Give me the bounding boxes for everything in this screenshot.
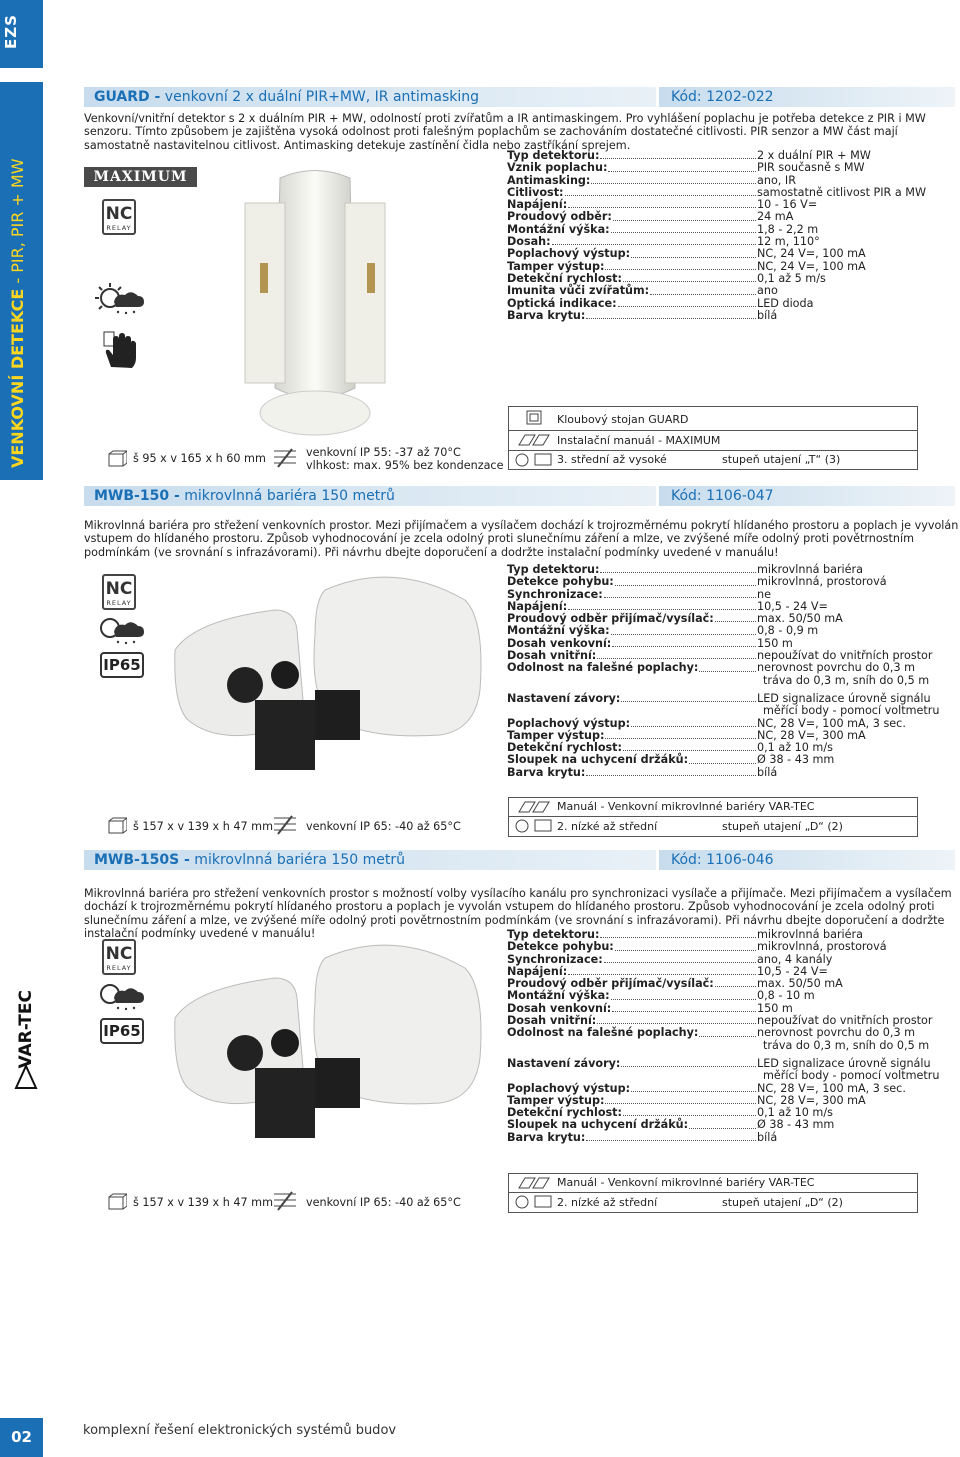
product-title-bar	[84, 850, 656, 870]
nc-relay-badge: NC RELAY	[102, 939, 136, 975]
nc-relay-badge: NC RELAY	[102, 199, 136, 235]
spec-row: Detekční rychlost: 0,1 až 5 m/s	[507, 271, 826, 285]
product-description: Mikrovlnná bariéra pro střežení venkovních prostor. Mezi přijímačem a vysílačem dochází k trojrozměrnému pokrytí hlídaného prostoru a poplach je vyvolán vstupem do hlídaného prostoru. Způsob vyhodnocování je zcela odolný proti slunečnímu záření a mlze, ve zvýšené míře odolný proti povětrnostním podmínkám (ve srovnání s infrazávorami). Při návrhu dbejte doporučení a dodržte instalační podmínky uvedené v manuálu!	[84, 519, 959, 559]
spec-row: Poplachový výstup: NC, 28 V=, 100 mA, 3 sec.	[507, 716, 906, 730]
spec-row: Barva krytu: bílá	[507, 308, 778, 322]
manual-label: Instalační manuál - MAXIMUM	[557, 434, 721, 447]
spec-row: Dosah vnitřní: nepoužívat do vnitřních prostor	[507, 1014, 933, 1028]
spec-row: Sloupek na uchycení držáků: Ø 38 - 43 mm	[507, 753, 835, 767]
spec-row: Odolnost na falešné poplachy: nerovnost povrchu do 0,3 m	[507, 1026, 916, 1040]
weather-icon	[94, 612, 146, 646]
certification-icon	[515, 819, 555, 833]
spec-row: Proudový odběr přijímač/vysílač: max. 50/50 mA	[507, 977, 843, 991]
brand-logo	[8, 990, 42, 1090]
spec-row: Synchronizace: ne	[507, 587, 771, 601]
product-title-bar	[84, 87, 656, 107]
weather-icon	[94, 978, 146, 1012]
spec-row: Detekční rychlost: 0,1 až 10 m/s	[507, 1106, 833, 1120]
spec-row: tráva do 0,3 m, sníh do 0,5 m	[763, 673, 930, 687]
spec-row: Typ detektoru: mikrovlnná bariéra	[507, 563, 864, 576]
guard-detector-image	[240, 168, 390, 448]
spec-row: Poplachový výstup: NC, 24 V=, 100 mA	[507, 247, 866, 261]
dimensions-icon	[107, 1192, 127, 1212]
product-code: Kód: 1202-022	[659, 87, 955, 107]
brand-name: VAR-TEC	[16, 990, 36, 1069]
dimensions-label: š 95 x v 165 x h 60 mm	[133, 452, 266, 465]
spec-row: Dosah: 12 m, 110°	[507, 235, 820, 249]
spec-row: Typ detektoru: 2 x duální PIR + MW	[507, 149, 871, 162]
product-title-bar	[84, 486, 656, 506]
dimensions-icon	[107, 449, 127, 469]
spec-row: Optická indikace: LED dioda	[507, 296, 814, 310]
spec-row: Barva krytu: bílá	[507, 765, 778, 779]
dimensions-label: š 157 x v 139 x h 47 mm	[133, 820, 273, 833]
spec-row: Nastavení závory: LED signalizace úrovně signálu	[507, 1056, 931, 1070]
environment-icon	[272, 814, 300, 836]
spec-row: Dosah venkovní: 150 m	[507, 636, 793, 650]
spec-row: Tamper výstup: NC, 28 V=, 300 mA	[507, 1093, 866, 1107]
stand-icon	[521, 410, 549, 426]
info-box	[508, 797, 918, 837]
footer-slogan: komplexní řešení elektronických systémů budov	[83, 1423, 397, 1438]
spec-row: Napájení: 10 - 16 V=	[507, 198, 818, 212]
environment-label: venkovní IP 65: -40 až 65°C	[306, 820, 461, 833]
specs-table	[507, 928, 940, 1144]
spec-row: Antimasking: ano, IR	[507, 173, 796, 187]
specs-table	[507, 149, 927, 322]
spec-row: Proudový odběr přijímač/vysílač: max. 50/50 mA	[507, 612, 843, 626]
spec-row: Imunita vůči zvířatům: ano	[507, 284, 778, 298]
product-code: Kód: 1106-046	[659, 850, 955, 870]
manual-label: Manuál - Venkovní mikrovlnné bariéry VAR-TEC	[557, 800, 815, 813]
spec-row: Nastavení závory: LED signalizace úrovně signálu	[507, 691, 931, 705]
specs-table	[507, 563, 940, 779]
spec-row: Tamper výstup: NC, 28 V=, 300 mA	[507, 728, 866, 742]
spec-row: Napájení: 10,5 - 24 V=	[507, 964, 828, 978]
spec-row: Detekce pohybu: mikrovlnná, prostorová	[507, 940, 887, 954]
section-code: EZS	[2, 14, 20, 49]
spec-row: Synchronizace: ano, 4 kanály	[507, 952, 833, 966]
environment-icon	[272, 1190, 300, 1212]
spec-row: Montážní výška: 1,8 - 2,2 m	[507, 222, 819, 236]
brand-triangle-icon	[14, 1064, 38, 1090]
section-title: VENKOVNÍ DETEKCE - PIR, PIR + MW	[8, 158, 27, 468]
accessory-label: Kloubový stojan GUARD	[557, 413, 689, 426]
spec-row: Odolnost na falešné poplachy: nerovnost povrchu do 0,3 m	[507, 661, 916, 675]
spec-row: Typ detektoru: mikrovlnná bariéra	[507, 928, 864, 941]
page-number: 02	[0, 1418, 43, 1457]
security-label: stupeň utajení „D“ (2)	[722, 820, 843, 833]
spec-row: Vznik poplachu: PIR současně s MW	[507, 161, 865, 175]
spec-row: Napájení: 10,5 - 24 V=	[507, 599, 828, 613]
spec-row: Detekce pohybu: mikrovlnná, prostorová	[507, 575, 887, 589]
product-title: MWB-150 - mikrovlnná bariéra 150 metrů	[94, 488, 395, 504]
info-box	[508, 1173, 918, 1213]
certification-icon	[515, 1195, 555, 1209]
spec-row: Dosah venkovní: 150 m	[507, 1001, 793, 1015]
product-title: MWB-150S - mikrovlnná bariéra 150 metrů	[94, 852, 405, 868]
sidebar-section-tab	[0, 82, 43, 480]
manual-book-icon	[517, 1176, 551, 1190]
dimensions-icon	[107, 816, 127, 836]
spec-row: tráva do 0,3 m, sníh do 0,5 m	[763, 1038, 930, 1052]
ip65-badge: IP65	[100, 1018, 144, 1044]
spec-row: Dosah vnitřní: nepoužívat do vnitřních prostor	[507, 649, 933, 663]
environment-icon	[272, 447, 300, 469]
manual-book-icon	[517, 800, 551, 814]
product-description: Venkovní/vnitřní detektor s 2 x duálním PIR + MW, odolností proti zvířatům a IR antimaskingem. Pro vyhlášení poplachu je potřeba detekce z PIR i MW senzoru. Tímto způsobem je zajištěna vysoká odolnost proti falešným poplachům se zachováním dostatečné citlivosti. PIR senzor a MW část mají samostatně nastavitelnou citlivost. Antimasking detekuje zastínění čidla nebo zastříkání sprejem.	[84, 112, 926, 152]
mwb-150s-barrier-image	[165, 938, 495, 1148]
spec-row: Proudový odběr: 24 mA	[507, 210, 794, 224]
grade-label: 3. střední až vysoké	[557, 453, 667, 466]
environment-label: venkovní IP 55: -37 až 70°C vlhkost: max. 95% bez kondenzace	[306, 446, 504, 472]
spec-row: Sloupek na uchycení držáků: Ø 38 - 43 mm	[507, 1118, 835, 1132]
manual-book-icon	[517, 433, 551, 447]
security-label: stupeň utajení „T“ (3)	[722, 453, 841, 466]
dimensions-label: š 157 x v 139 x h 47 mm	[133, 1196, 273, 1209]
nc-relay-badge: NC RELAY	[102, 574, 136, 610]
maximum-logo: MAXIMUM	[84, 167, 197, 187]
mwb-150-barrier-image	[165, 570, 495, 780]
grade-label: 2. nízké až střední	[557, 820, 658, 833]
spec-row: Poplachový výstup: NC, 28 V=, 100 mA, 3 sec.	[507, 1081, 906, 1095]
info-box	[508, 406, 918, 470]
product-description: Mikrovlnná bariéra pro střežení venkovních prostor s možností volby vysílacího kanálu pro synchronizaci vysílače a přijímače. Mezi přijímačem a vysílačem dochází k trojrozměrnému pokrytí hlídaného prostoru a poplach je vyvolán vstupem do hlídaného prostoru. Způsob vyhodnocování je zcela odolný proti slunečnímu záření a mlze, ve zvýšené míře odolný proti povětrnostním podmínkám (ve srovnání s infrazávorami). Při návrhu dbejte doporučení a dodržte instalační podmínky uvedené v manuálu!	[84, 887, 952, 941]
spec-row: Citlivost: samostatně citlivost PIR a MW	[507, 185, 927, 199]
grade-label: 2. nízké až střední	[557, 1196, 658, 1209]
product-code: Kód: 1106-047	[659, 486, 955, 506]
certification-icon	[515, 453, 555, 467]
spec-row: Tamper výstup: NC, 24 V=, 100 mA	[507, 259, 866, 273]
environment-label: venkovní IP 65: -40 až 65°C	[306, 1196, 461, 1209]
spec-row: měřící body - pomocí voltmetru	[763, 1069, 940, 1083]
spec-row: Detekční rychlost: 0,1 až 10 m/s	[507, 741, 833, 755]
spec-row: Montážní výška: 0,8 - 10 m	[507, 989, 815, 1003]
manual-label: Manuál - Venkovní mikrovlnné bariéry VAR-TEC	[557, 1176, 815, 1189]
ip65-badge: IP65	[100, 652, 144, 678]
hand-icon	[103, 331, 137, 369]
product-title: GUARD - venkovní 2 x duální PIR+MW, IR antimasking	[94, 89, 480, 105]
security-label: stupeň utajení „D“ (2)	[722, 1196, 843, 1209]
spec-row: měřící body - pomocí voltmetru	[763, 704, 940, 718]
sidebar-top-tab	[0, 0, 43, 68]
spec-row: Barva krytu: bílá	[507, 1130, 778, 1144]
spec-row: Montážní výška: 0,8 - 0,9 m	[507, 624, 819, 638]
weather-icon	[94, 282, 146, 316]
